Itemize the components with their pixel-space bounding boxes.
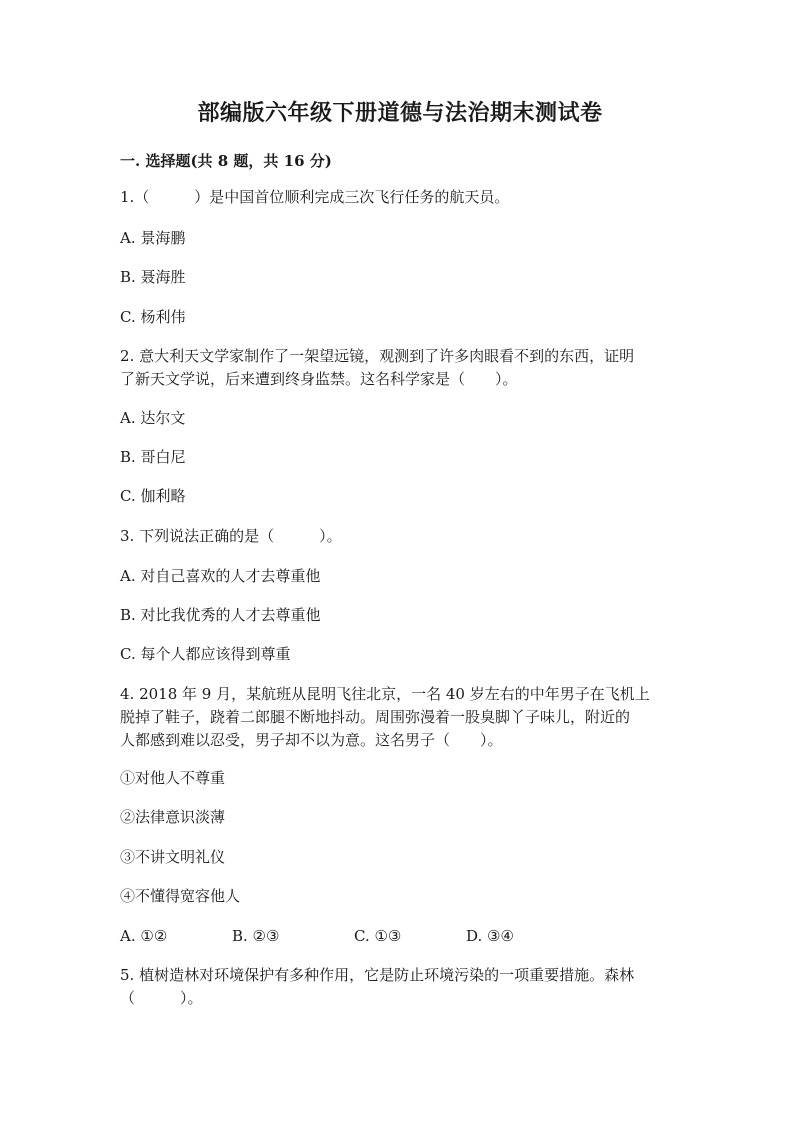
- question-4-option-c[interactable]: C. ①③: [354, 927, 402, 945]
- question-1-stem: 1.（ ）是中国首位顺利完成三次飞行任务的航天员。: [120, 188, 510, 206]
- question-3-option-c[interactable]: C. 每个人都应该得到尊重: [120, 645, 291, 663]
- question-3-stem: 3. 下列说法正确的是（ ）。: [120, 527, 342, 545]
- question-2-option-a[interactable]: A. 达尔文: [120, 409, 186, 427]
- question-4-statement-4: ④不懂得宽容他人: [120, 887, 241, 905]
- question-5-stem-line-1: 5. 植树造林对环境保护有多种作用，它是防止环境污染的一项重要措施。森林: [120, 966, 635, 984]
- question-4-stem-line-2: 脱掉了鞋子，跷着二郎腿不断地抖动。周围弥漫着一股臭脚丫子味儿，附近的: [120, 708, 631, 726]
- question-3-option-b[interactable]: B. 对比我优秀的人才去尊重他: [120, 606, 321, 624]
- question-4-stem-line-1: 4. 2018 年 9 月，某航班从昆明飞往北京，一名 40 岁左右的中年男子在飞机上: [120, 685, 650, 703]
- question-2-stem-line-2: 了新天文学说，后来遭到终身监禁。这名科学家是（ ）。: [120, 370, 518, 388]
- question-4-statement-1: ①对他人不尊重: [120, 769, 226, 787]
- question-2-option-b[interactable]: B. 哥白尼: [120, 448, 186, 466]
- question-4-statement-2: ②法律意识淡薄: [120, 808, 226, 826]
- question-4-option-a[interactable]: A. ①②: [120, 927, 168, 945]
- question-4-option-b[interactable]: B. ②③: [232, 927, 280, 945]
- question-5-stem-line-2: （ ）。: [120, 989, 203, 1007]
- question-1-option-c[interactable]: C. 杨利伟: [120, 308, 186, 326]
- question-4-statement-3: ③不讲文明礼仪: [120, 848, 226, 866]
- question-1-option-a[interactable]: A. 景海鹏: [120, 229, 186, 247]
- section-heading: 一. 选择题(共 8 题，共 16 分): [120, 152, 332, 170]
- question-1-option-b[interactable]: B. 聂海胜: [120, 268, 186, 286]
- question-4-option-d[interactable]: D. ③④: [466, 927, 514, 945]
- question-4-stem-line-3: 人都感到难以忍受，男子却不以为意。这名男子（ ）。: [120, 731, 503, 749]
- question-2-option-c[interactable]: C. 伽利略: [120, 487, 186, 505]
- question-3-option-a[interactable]: A. 对自己喜欢的人才去尊重他: [120, 567, 321, 585]
- question-2-stem-line-1: 2. 意大利天文学家制作了一架望远镜，观测到了许多肉眼看不到的东西，证明: [120, 347, 635, 365]
- page-title: 部编版六年级下册道德与法治期末测试卷: [197, 100, 603, 126]
